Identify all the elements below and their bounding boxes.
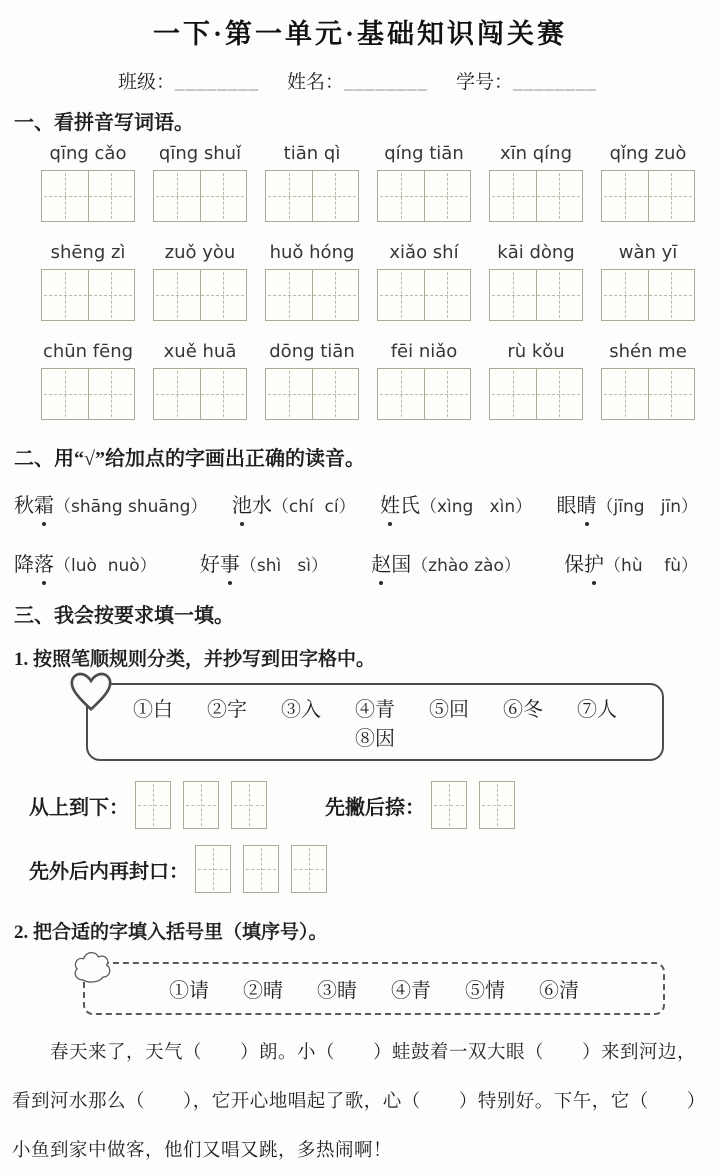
tianzige-double-box [265,170,359,222]
bank-item: ④青 [355,699,395,721]
bank-item: ⑦人 [577,699,617,721]
word-char-dotted: 姓 [380,489,400,518]
pinyin-word-column [265,341,359,420]
tianzige-dash-line [492,295,580,296]
section2-heading: 二、用“√”给加点的字画出正确的读音。 [14,448,365,470]
tianzige-dash-line [294,869,324,870]
tianzige-dash-line [246,869,276,870]
tianzige-double-box [377,269,471,321]
pinyin-label: qíng tiān [384,143,464,164]
pinyin-label: qǐng zuò [609,143,687,164]
tianzige-double-box [489,269,583,321]
field-blank-line: ________ [175,72,260,93]
reading-options: （luò nuò） [54,556,157,576]
pronunciation-item [380,489,532,518]
pinyin-label: chūn fēng [42,341,134,362]
bank-item: ③睛 [317,980,357,1002]
pronunciation-item [200,548,328,577]
tianzige-dash-line [138,805,168,806]
tianzige-dash-line [434,805,464,806]
bank-item: ⑥冬 [503,699,543,721]
reading-options: （zhào zào） [411,556,521,576]
tianzige-box [183,781,219,829]
word-char: 水 [251,495,272,517]
tianzige-double-box [377,368,471,420]
rule-grids [195,845,327,893]
pinyin-word-column [377,242,471,321]
cloze-passage [8,1029,712,1176]
pronunciation-item [371,548,521,577]
tianzige-double-box [153,170,247,222]
tianzige-double-box [265,269,359,321]
word-char: 降 [14,554,34,576]
tianzige-double-box [601,368,695,420]
word-char: 国 [391,554,412,576]
bank-item: ②晴 [243,980,283,1002]
pinyin-word-column [377,143,471,222]
pinyin-word-column [377,341,471,420]
word-char-dotted: 池 [232,489,252,518]
tianzige-box [195,845,231,893]
pronunciation-item [14,489,207,518]
word-char: 氏 [400,495,420,517]
tianzige-dash-line [44,295,132,296]
tianzige-dash-line [186,805,216,806]
word-char: 秋 [14,495,34,517]
q1-char-bank [86,683,664,761]
pinyin-label: shén me [609,341,687,362]
q2-prompt: 2. 把合适的字填入括号里（填序号）。 [14,922,328,943]
pinyin-word-column [601,143,695,222]
rule-label-outside-then-inside: 先外后内再封口： [29,860,189,883]
bank-item: ⑥清 [539,980,579,1002]
student-info-line [118,67,712,94]
pinyin-label: tiān qì [283,143,341,164]
section3-heading: 三、我会按要求填一填。 [14,605,234,627]
reading-options: （xìng xìn） [420,497,533,517]
pinyin-word-column [41,143,135,222]
student-info-field [118,67,259,94]
tianzige-double-box [601,170,695,222]
word-char: 眼 [556,495,577,517]
bank-item: ⑤情 [465,980,505,1002]
pronunciation-item [557,489,698,518]
tianzige-double-box [153,269,247,321]
word-char-dotted: 霜 [34,489,54,518]
pinyin-label: xiǎo shí [389,242,459,263]
cloud-icon [69,945,113,989]
tianzige-dash-line [604,394,692,395]
word-char-dotted: 睛 [577,489,597,518]
tianzige-dash-line [492,394,580,395]
pronunciation-item [14,548,157,577]
heart-icon [68,669,114,715]
rule-label-top-to-bottom: 从上到下： [29,796,129,819]
tianzige-double-box [489,368,583,420]
tianzige-double-box [153,368,247,420]
field-label: 姓名： [287,72,345,93]
tianzige-double-box [489,170,583,222]
tianzige-dash-line [604,196,692,197]
field-blank-line: ________ [513,72,598,93]
tianzige-dash-line [380,295,468,296]
q2-char-bank [83,962,665,1015]
q1-prompt: 1. 按照笔顺规则分类，并抄写到田字格中。 [14,649,376,670]
pronunciation-item [564,548,698,577]
rule-label-pie-then-na: 先撇后捺： [325,796,425,819]
stroke-rule-row-2 [8,845,712,893]
word-char: 好 [199,554,220,576]
tianzige-dash-line [156,196,244,197]
pinyin-label: zuǒ yòu [164,242,236,263]
pinyin-word-column [601,242,695,321]
reading-options: （jīng jīn） [596,497,698,517]
bank-item: ③入 [281,699,321,721]
pinyin-word-column [265,242,359,321]
bank-item: ④青 [391,980,431,1002]
pinyin-grid-row-1 [8,143,712,222]
tianzige-dash-line [268,295,356,296]
pronunciation-row-2 [8,548,712,577]
reading-options: （chí cí） [271,497,356,517]
pinyin-label: xuě huā [163,341,237,362]
word-char-dotted: 事 [220,548,240,577]
tianzige-dash-line [268,196,356,197]
section1-heading: 一、看拼音写词语。 [14,112,194,134]
pinyin-label: rù kǒu [507,341,565,362]
field-label: 学号： [456,72,514,93]
tianzige-double-box [41,170,135,222]
tianzige-dash-line [44,394,132,395]
tianzige-double-box [41,269,135,321]
passage-line: 春天来了，天气（ ）朗。小（ ）蛙鼓着一双大眼（ ）来到河边， [12,1043,697,1063]
pinyin-grid-row-3 [8,341,712,420]
pinyin-label: shēng zì [50,242,126,263]
tianzige-dash-line [156,394,244,395]
pinyin-word-column [489,341,583,420]
reading-options: （hù fù） [604,556,698,576]
tianzige-double-box [41,368,135,420]
tianzige-box [479,781,515,829]
word-char: 保 [564,554,585,576]
tianzige-dash-line [156,295,244,296]
passage-line: 看到河水那么（ ），它开心地唱起了歌，心（ ）特别好。下午，它（ ） [12,1092,706,1112]
bank-item: ⑤回 [429,699,469,721]
tianzige-double-box [601,269,695,321]
tianzige-dash-line [44,196,132,197]
pinyin-word-column [601,341,695,420]
tianzige-box [431,781,467,829]
tianzige-dash-line [492,196,580,197]
tianzige-dash-line [604,295,692,296]
pinyin-label: huǒ hóng [269,242,355,263]
field-blank-line: ________ [344,72,429,93]
pinyin-word-column [41,242,135,321]
stroke-rule-row-1 [8,781,712,829]
pinyin-label: qīng cǎo [49,143,127,164]
rule-grids [135,781,267,829]
pinyin-grid-row-2 [8,242,712,321]
tianzige-dash-line [234,805,264,806]
bank-item: ⑧因 [355,728,395,750]
word-char-dotted: 护 [584,548,604,577]
pronunciation-item [232,489,356,518]
pinyin-word-column [153,341,247,420]
tianzige-dash-line [380,394,468,395]
pinyin-label: qīng shuǐ [158,143,242,164]
pinyin-label: wàn yī [618,242,678,263]
tianzige-dash-line [482,805,512,806]
tianzige-dash-line [268,394,356,395]
passage-line: 小鱼到家中做客，他们又唱又跳，多热闹啊！ [12,1141,393,1161]
bank-item: ②字 [207,699,247,721]
word-char-dotted: 赵 [371,548,391,577]
bank-item: ①请 [169,980,209,1002]
pinyin-label: dōng tiān [269,341,355,362]
word-char-dotted: 落 [34,548,54,577]
pinyin-label: fēi niǎo [390,341,458,362]
tianzige-box [291,845,327,893]
reading-options: （shāng shuāng） [54,497,208,517]
rule-grids [431,781,515,829]
pinyin-word-column [489,143,583,222]
tianzige-double-box [265,368,359,420]
tianzige-box [135,781,171,829]
pinyin-label: kāi dòng [497,242,575,263]
tianzige-dash-line [198,869,228,870]
tianzige-box [231,781,267,829]
pinyin-word-column [489,242,583,321]
pronunciation-row-1 [8,489,712,518]
pinyin-word-column [41,341,135,420]
student-info-field [287,67,428,94]
tianzige-box [243,845,279,893]
pinyin-word-column [153,143,247,222]
tianzige-dash-line [380,196,468,197]
pinyin-label: xīn qíng [499,143,573,164]
field-label: 班级： [118,72,176,93]
student-info-field [456,67,597,94]
bank-item: ①白 [133,699,173,721]
page-title: 一下·第一单元·基础知识闯关赛 [152,19,567,49]
tianzige-double-box [377,170,471,222]
pinyin-word-column [265,143,359,222]
pinyin-word-column [153,242,247,321]
reading-options: （shì sì） [239,556,328,576]
